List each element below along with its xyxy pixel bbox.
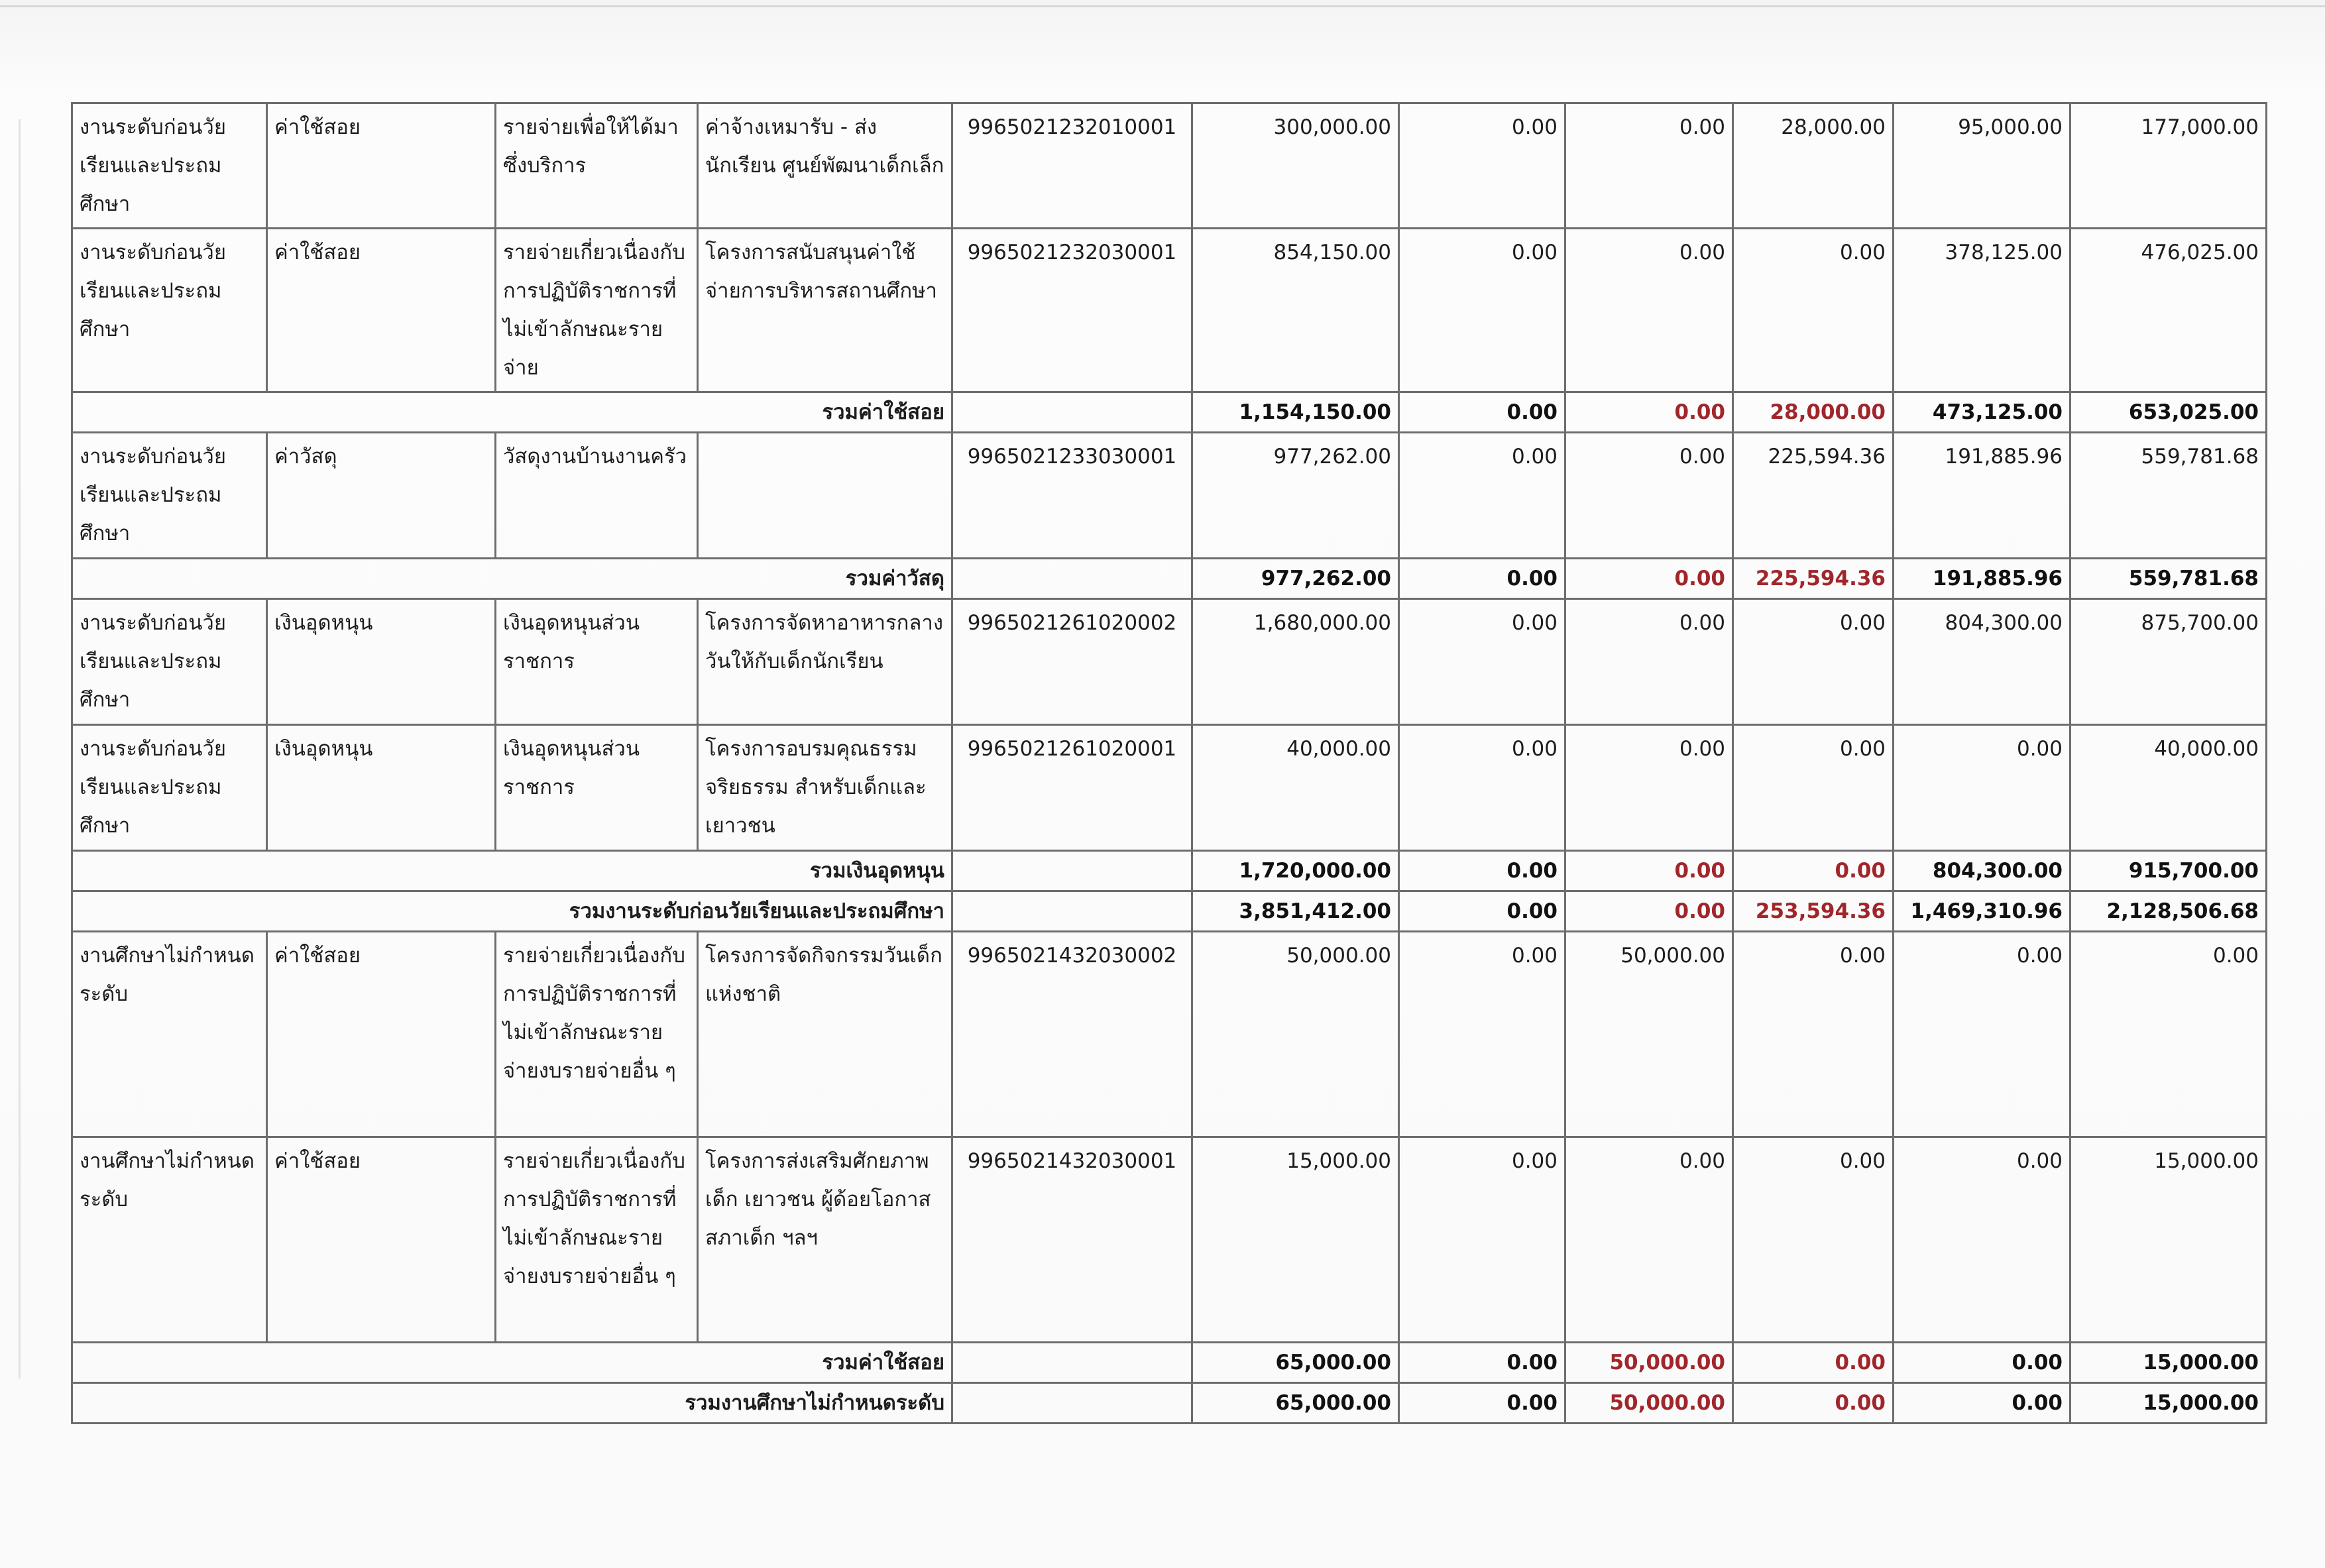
amount-cell-v3: 0.00 <box>1565 559 1733 599</box>
amount-cell-v5: 804,300.00 <box>1894 599 2070 725</box>
plan-cell: งานระดับก่อนวัยเรียนและประถมศึกษา <box>72 433 267 559</box>
amount-cell-v3: 0.00 <box>1565 103 1733 229</box>
amount-cell-v2: 0.00 <box>1399 1343 1565 1383</box>
amount-cell-v5: 0.00 <box>1894 932 2070 1137</box>
category-cell: เงินอุดหนุน <box>267 725 496 851</box>
subtotal-row <box>72 1383 2267 1424</box>
amount-cell-v5: 0.00 <box>1894 725 2070 851</box>
subtotal-code-cell <box>952 392 1192 433</box>
amount-cell-v4: 0.00 <box>1733 1383 1894 1424</box>
amount-cell-v4: 0.00 <box>1733 725 1894 851</box>
amount-cell-v3: 0.00 <box>1565 851 1733 891</box>
amount-cell-v4: 0.00 <box>1733 851 1894 891</box>
amount-cell-v3: 0.00 <box>1565 599 1733 725</box>
amount-cell-v3: 50,000.00 <box>1565 1383 1733 1424</box>
page-top-edge <box>0 5 2325 7</box>
budget-code-cell: 9965021232030001 <box>952 229 1192 392</box>
category-cell: เงินอุดหนุน <box>267 599 496 725</box>
subtotal-row <box>72 1343 2267 1383</box>
amount-cell-v3: 0.00 <box>1565 392 1733 433</box>
amount-cell-v3: 0.00 <box>1565 891 1733 932</box>
amount-cell-v6: 40,000.00 <box>2070 725 2267 851</box>
category-cell: ค่าใช้สอย <box>267 932 496 1137</box>
amount-cell-v1: 1,680,000.00 <box>1192 599 1399 725</box>
table-row <box>72 1137 2267 1343</box>
subtotal-label: รวมค่าใช้สอย <box>72 392 952 433</box>
amount-cell-v3: 0.00 <box>1565 433 1733 559</box>
amount-cell-v3: 50,000.00 <box>1565 932 1733 1137</box>
amount-cell-v2: 0.00 <box>1399 103 1565 229</box>
amount-cell-v1: 1,720,000.00 <box>1192 851 1399 891</box>
amount-cell-v6: 476,025.00 <box>2070 229 2267 392</box>
amount-cell-v5: 191,885.96 <box>1894 433 2070 559</box>
amount-cell-v4: 225,594.36 <box>1733 559 1894 599</box>
amount-cell-v6: 559,781.68 <box>2070 433 2267 559</box>
amount-cell-v1: 1,154,150.00 <box>1192 392 1399 433</box>
expense-type-cell: เงินอุดหนุนส่วนราชการ <box>496 725 698 851</box>
plan-cell: งานระดับก่อนวัยเรียนและประถมศึกษา <box>72 229 267 392</box>
plan-cell: งานศึกษาไม่กำหนดระดับ <box>72 1137 267 1343</box>
amount-cell-v2: 0.00 <box>1399 1383 1565 1424</box>
amount-cell-v2: 0.00 <box>1399 392 1565 433</box>
amount-cell-v2: 0.00 <box>1399 1137 1565 1343</box>
amount-cell-v4: 225,594.36 <box>1733 433 1894 559</box>
amount-cell-v1: 977,262.00 <box>1192 433 1399 559</box>
expense-type-cell: วัสดุงานบ้านงานครัว <box>496 433 698 559</box>
amount-cell-v1: 854,150.00 <box>1192 229 1399 392</box>
subtotal-label: รวมเงินอุดหนุน <box>72 851 952 891</box>
amount-cell-v2: 0.00 <box>1399 559 1565 599</box>
amount-cell-v2: 0.00 <box>1399 229 1565 392</box>
amount-cell-v6: 875,700.00 <box>2070 599 2267 725</box>
amount-cell-v2: 0.00 <box>1399 851 1565 891</box>
table-row <box>72 229 2267 392</box>
amount-cell-v6: 15,000.00 <box>2070 1383 2267 1424</box>
amount-cell-v6: 0.00 <box>2070 932 2267 1137</box>
amount-cell-v1: 65,000.00 <box>1192 1343 1399 1383</box>
subtotal-code-cell <box>952 1343 1192 1383</box>
amount-cell-v5: 0.00 <box>1894 1383 2070 1424</box>
plan-cell: งานศึกษาไม่กำหนดระดับ <box>72 932 267 1137</box>
budget-table <box>71 102 2267 1424</box>
amount-cell-v1: 300,000.00 <box>1192 103 1399 229</box>
table-row <box>72 725 2267 851</box>
amount-cell-v2: 0.00 <box>1399 725 1565 851</box>
subtotal-label: รวมงานศึกษาไม่กำหนดระดับ <box>72 1383 952 1424</box>
project-cell: โครงการจัดกิจกรรมวันเด็กแห่งชาติ <box>698 932 952 1137</box>
amount-cell-v1: 15,000.00 <box>1192 1137 1399 1343</box>
amount-cell-v4: 0.00 <box>1733 932 1894 1137</box>
amount-cell-v5: 0.00 <box>1894 1343 2070 1383</box>
subtotal-row <box>72 891 2267 932</box>
table-row <box>72 433 2267 559</box>
amount-cell-v2: 0.00 <box>1399 433 1565 559</box>
amount-cell-v4: 0.00 <box>1733 1137 1894 1343</box>
expense-type-cell: รายจ่ายเกี่ยวเนื่องกับการปฏิบัติราชการที่ไม่เข้าลักษณะรายจ่าย <box>496 229 698 392</box>
amount-cell-v5: 191,885.96 <box>1894 559 2070 599</box>
expense-type-cell: รายจ่ายเกี่ยวเนื่องกับการปฏิบัติราชการที่ไม่เข้าลักษณะรายจ่ายงบรายจ่ายอื่น ๆ <box>496 1137 698 1343</box>
amount-cell-v5: 1,469,310.96 <box>1894 891 2070 932</box>
amount-cell-v6: 15,000.00 <box>2070 1137 2267 1343</box>
category-cell: ค่าวัสดุ <box>267 433 496 559</box>
amount-cell-v5: 804,300.00 <box>1894 851 2070 891</box>
amount-cell-v1: 977,262.00 <box>1192 559 1399 599</box>
amount-cell-v4: 253,594.36 <box>1733 891 1894 932</box>
amount-cell-v4: 28,000.00 <box>1733 103 1894 229</box>
expense-type-cell: เงินอุดหนุนส่วนราชการ <box>496 599 698 725</box>
amount-cell-v6: 653,025.00 <box>2070 392 2267 433</box>
budget-code-cell: 9965021232010001 <box>952 103 1192 229</box>
amount-cell-v2: 0.00 <box>1399 932 1565 1137</box>
project-cell: โครงการอบรมคุณธรรมจริยธรรม สำหรับเด็กและเยาวชน <box>698 725 952 851</box>
subtotal-row <box>72 559 2267 599</box>
subtotal-code-cell <box>952 851 1192 891</box>
amount-cell-v5: 378,125.00 <box>1894 229 2070 392</box>
project-cell: ค่าจ้างเหมารับ - ส่งนักเรียน ศูนย์พัฒนาเด็กเล็ก <box>698 103 952 229</box>
category-cell: ค่าใช้สอย <box>267 229 496 392</box>
subtotal-row <box>72 851 2267 891</box>
plan-cell: งานระดับก่อนวัยเรียนและประถมศึกษา <box>72 725 267 851</box>
amount-cell-v6: 2,128,506.68 <box>2070 891 2267 932</box>
subtotal-code-cell <box>952 559 1192 599</box>
budget-code-cell: 9965021261020001 <box>952 725 1192 851</box>
amount-cell-v4: 0.00 <box>1733 1343 1894 1383</box>
amount-cell-v3: 0.00 <box>1565 1137 1733 1343</box>
amount-cell-v4: 28,000.00 <box>1733 392 1894 433</box>
amount-cell-v4: 0.00 <box>1733 599 1894 725</box>
expense-type-cell: รายจ่ายเกี่ยวเนื่องกับการปฏิบัติราชการที่ไม่เข้าลักษณะรายจ่ายงบรายจ่ายอื่น ๆ <box>496 932 698 1137</box>
budget-code-cell: 9965021432030001 <box>952 1137 1192 1343</box>
table-row <box>72 103 2267 229</box>
project-cell: โครงการส่งเสริมศักยภาพเด็ก เยาวชน ผู้ด้อยโอกาส สภาเด็ก ฯลฯ <box>698 1137 952 1343</box>
subtotal-code-cell <box>952 1383 1192 1424</box>
amount-cell-v6: 559,781.68 <box>2070 559 2267 599</box>
plan-cell: งานระดับก่อนวัยเรียนและประถมศึกษา <box>72 599 267 725</box>
amount-cell-v3: 50,000.00 <box>1565 1343 1733 1383</box>
subtotal-label: รวมงานระดับก่อนวัยเรียนและประถมศึกษา <box>72 891 952 932</box>
budget-table-body <box>72 103 2267 1424</box>
amount-cell-v3: 0.00 <box>1565 725 1733 851</box>
table-row <box>72 599 2267 725</box>
budget-code-cell: 9965021261020002 <box>952 599 1192 725</box>
amount-cell-v5: 473,125.00 <box>1894 392 2070 433</box>
amount-cell-v4: 0.00 <box>1733 229 1894 392</box>
subtotal-label: รวมค่าวัสดุ <box>72 559 952 599</box>
amount-cell-v6: 915,700.00 <box>2070 851 2267 891</box>
subtotal-row <box>72 392 2267 433</box>
amount-cell-v1: 40,000.00 <box>1192 725 1399 851</box>
amount-cell-v6: 177,000.00 <box>2070 103 2267 229</box>
amount-cell-v1: 50,000.00 <box>1192 932 1399 1137</box>
subtotal-code-cell <box>952 891 1192 932</box>
amount-cell-v2: 0.00 <box>1399 599 1565 725</box>
amount-cell-v1: 3,851,412.00 <box>1192 891 1399 932</box>
project-cell <box>698 433 952 559</box>
category-cell: ค่าใช้สอย <box>267 1137 496 1343</box>
amount-cell-v6: 15,000.00 <box>2070 1343 2267 1383</box>
amount-cell-v1: 65,000.00 <box>1192 1383 1399 1424</box>
page-left-edge <box>19 119 21 1378</box>
category-cell: ค่าใช้สอย <box>267 103 496 229</box>
budget-code-cell: 9965021233030001 <box>952 433 1192 559</box>
amount-cell-v2: 0.00 <box>1399 891 1565 932</box>
expense-type-cell: รายจ่ายเพื่อให้ได้มาซึ่งบริการ <box>496 103 698 229</box>
amount-cell-v3: 0.00 <box>1565 229 1733 392</box>
amount-cell-v5: 95,000.00 <box>1894 103 2070 229</box>
amount-cell-v5: 0.00 <box>1894 1137 2070 1343</box>
budget-code-cell: 9965021432030002 <box>952 932 1192 1137</box>
project-cell: โครงการจัดหาอาหารกลางวันให้กับเด็กนักเรียน <box>698 599 952 725</box>
subtotal-label: รวมค่าใช้สอย <box>72 1343 952 1383</box>
plan-cell: งานระดับก่อนวัยเรียนและประถมศึกษา <box>72 103 267 229</box>
project-cell: โครงการสนับสนุนค่าใช้จ่ายการบริหารสถานศึกษา <box>698 229 952 392</box>
table-row <box>72 932 2267 1137</box>
